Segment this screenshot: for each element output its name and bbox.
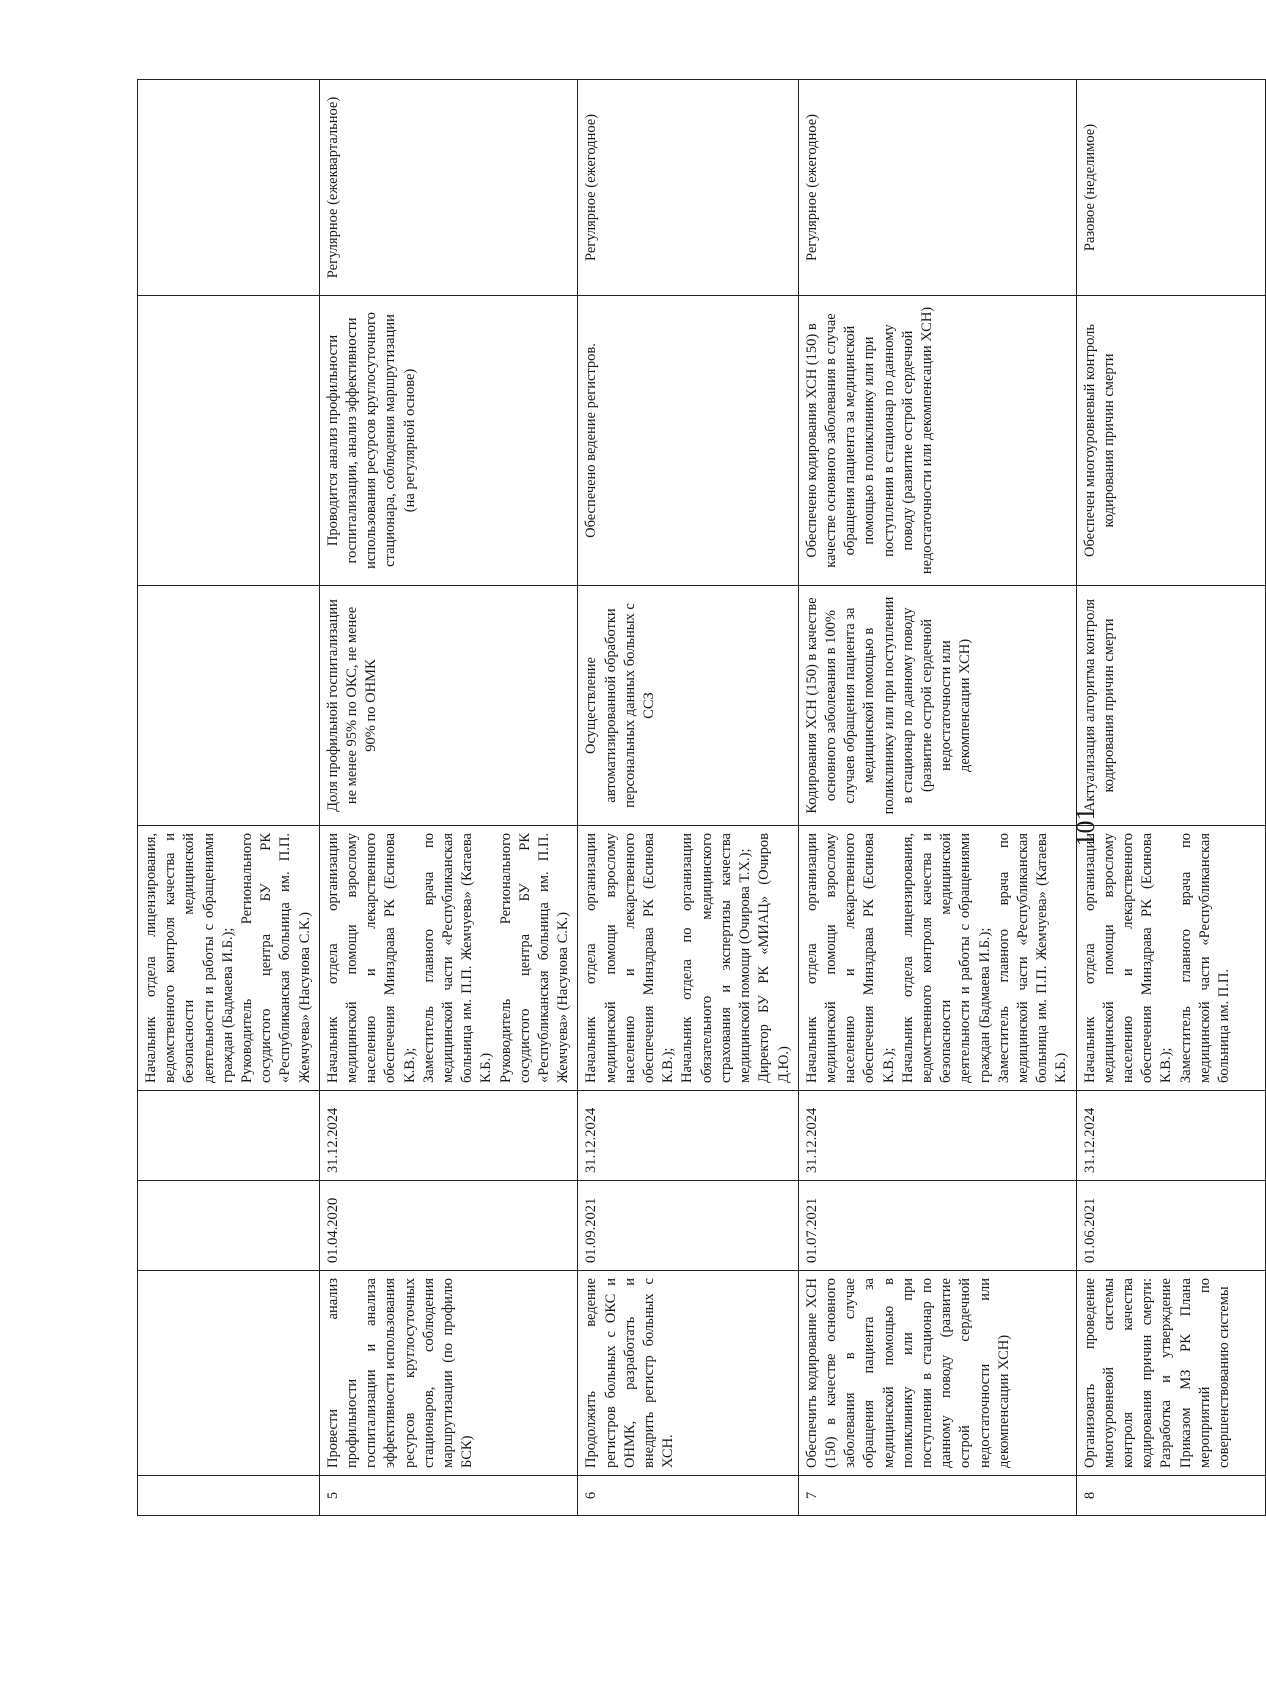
responsible-person: Начальник отдела организации медицинской помощи взрослому населению и лекарственного обеспечения Минздрава РК (Есинова К.В.);	[324, 833, 418, 1083]
start-date-cell: 01.04.2020	[319, 1181, 578, 1271]
measure-cell: Продолжить ведение регистров больных с ОКС и ОНМК, разработать и внедрить регистр больных с ХСН.	[578, 1271, 798, 1476]
measure-cell: Обеспечить кодирование ХСН (150) в качестве основного заболевания в случае обращения пациента за медицинской помощью в поликлинику или при поступлении в стационар по данному поводу (развитие острой сердечной недостаточности или декомпенсации ХСН)	[798, 1271, 1076, 1476]
start-date-cell: 01.06.2021	[1076, 1181, 1265, 1271]
start-date-cell	[138, 1181, 320, 1271]
end-date-cell: 31.12.2024	[1076, 1091, 1265, 1181]
start-date-cell: 01.07.2021	[798, 1181, 1076, 1271]
table-row	[138, 80, 320, 1516]
type-cell	[138, 80, 320, 296]
page-number: 101	[1071, 807, 1100, 847]
responsible-person: Заместитель главного врача по медицинской части «Республиканская больница им. П.П. Жемчуева» (Катаева К.Б.)	[420, 833, 495, 1083]
table-row	[1076, 80, 1265, 1516]
type-cell: Регулярное (ежегодное)	[798, 80, 1076, 296]
indicator-cell: Кодирования ХСН (150) в качестве основного заболевания в 100% случаев обращения пациента за медицинской помощью в поликлинику или при поступлении в стационар по данному поводу (развитие острой сердечной недостаточности или декомпенсации ХСН)	[798, 586, 1076, 826]
end-date-cell: 31.12.2024	[319, 1091, 578, 1181]
result-cell: Обеспечено ведение регистров.	[578, 296, 798, 586]
measure-cell: Организовать проведение многоуровневой системы контроля качества кодирования причин смерти: Разработка и утверждение Приказом МЗ РК Плана мероприятий по совершенствованию системы	[1076, 1271, 1265, 1476]
row-number	[138, 1476, 320, 1516]
measure-cell	[138, 1271, 320, 1476]
table-row	[798, 80, 1076, 1516]
row-number: 8	[1076, 1476, 1265, 1516]
responsible-cell	[1076, 826, 1265, 1091]
result-cell: Обеспечен многоуровневый контроль кодирования причин смерти	[1076, 296, 1265, 586]
end-date-cell: 31.12.2024	[578, 1091, 798, 1181]
responsible-person: Начальник отдела организации медицинской помощи взрослому населению и лекарственного обеспечения Минздрава РК (Есинова К.В.);	[803, 833, 897, 1083]
responsible-person: Начальник отдела по организации обязательного медицинского страхования и экспертизы качества медицинской помощи (Очирова Т.Х.);	[679, 833, 754, 1083]
responsible-person: Начальник отдела организации медицинской помощи взрослому населению и лекарственного обеспечения Минздрава РК (Есинова К.В.);	[583, 833, 677, 1083]
responsible-cell	[578, 826, 798, 1091]
type-cell: Регулярное (ежеквартальное)	[319, 80, 578, 296]
indicator-cell: Осуществление автоматизированной обработки персональных данных больных с ССЗ	[578, 586, 798, 826]
indicator-cell: Актуализация алгоритма контроля кодирования причин смерти	[1076, 586, 1265, 826]
result-cell: Проводится анализ профильности госпитализации, анализ эффективности использования ресурсов круглосуточного стационара, соблюдения маршрутизации (на регулярной основе)	[319, 296, 578, 586]
indicator-cell	[138, 586, 320, 826]
row-number: 6	[578, 1476, 798, 1516]
responsible-person: Начальник отдела лицензирования, ведомственного контроля качества и безопасности медицинской деятельности и работы с обращениями граждан (Бадмаева И.Б.);	[899, 833, 993, 1083]
row-number: 7	[798, 1476, 1076, 1516]
responsible-cell	[138, 826, 320, 1091]
measure-cell: Провести анализ профильности госпитализации и анализа эффективности использования ресурсов круглосуточных стационаров, соблюдения маршрутизации (по профилю БСК)	[319, 1271, 578, 1476]
responsible-person: Заместитель главного врача по медицинской части «Республиканская больница им. П.П.	[1177, 833, 1232, 1083]
end-date-cell: 31.12.2024	[798, 1091, 1076, 1181]
table-row	[578, 80, 798, 1516]
indicator-cell: Доля профильной госпитализации не менее 95% по ОКС, не менее 90% по ОНМК	[319, 586, 578, 826]
type-cell: Разовое (неделимое)	[1076, 80, 1265, 296]
start-date-cell: 01.09.2021	[578, 1181, 798, 1271]
type-cell: Регулярное (ежегодное)	[578, 80, 798, 296]
responsible-person: Начальник отдела организации медицинской помощи взрослому населению и лекарственного обеспечения Минздрава РК (Есинова К.В.);	[1081, 833, 1175, 1083]
result-cell	[138, 296, 320, 586]
responsible-person: Руководитель Регионального сосудистого центра БУ РК «Республиканская больница им. П.П. Жемчуева» (Насунова С.К.)	[239, 833, 313, 1083]
responsible-person: Начальник отдела лицензирования, ведомственного контроля качества и безопасности медицинской деятельности и работы с обращениями граждан (Бадмаева И.Б.);	[143, 833, 236, 1083]
table-row	[319, 80, 578, 1516]
responsible-cell	[319, 826, 578, 1091]
row-number: 5	[319, 1476, 578, 1516]
responsible-person: Заместитель главного врача по медицинской части «Республиканская больница им. П.П. Жемчуева» (Катаева К.Б.)	[995, 833, 1070, 1083]
responsible-cell	[798, 826, 1076, 1091]
result-cell: Обеспечено кодирования ХСН (150) в качестве основного заболевания в случае обращения пациента за медицинской помощью в поликлинику или при поступлении в стационар по данному поводу (развитие острой сердечной недостаточности или декомпенсации ХСН)	[798, 296, 1076, 586]
responsible-person: Директор БУ РК «МИАЦ» (Очиров Д.Ю.)	[756, 833, 792, 1083]
responsible-person: Руководитель Регионального сосудистого центра БУ РК «Республиканская больница им. П.П. Жемчуева» (Насунова С.К.)	[497, 833, 572, 1083]
end-date-cell	[138, 1091, 320, 1181]
